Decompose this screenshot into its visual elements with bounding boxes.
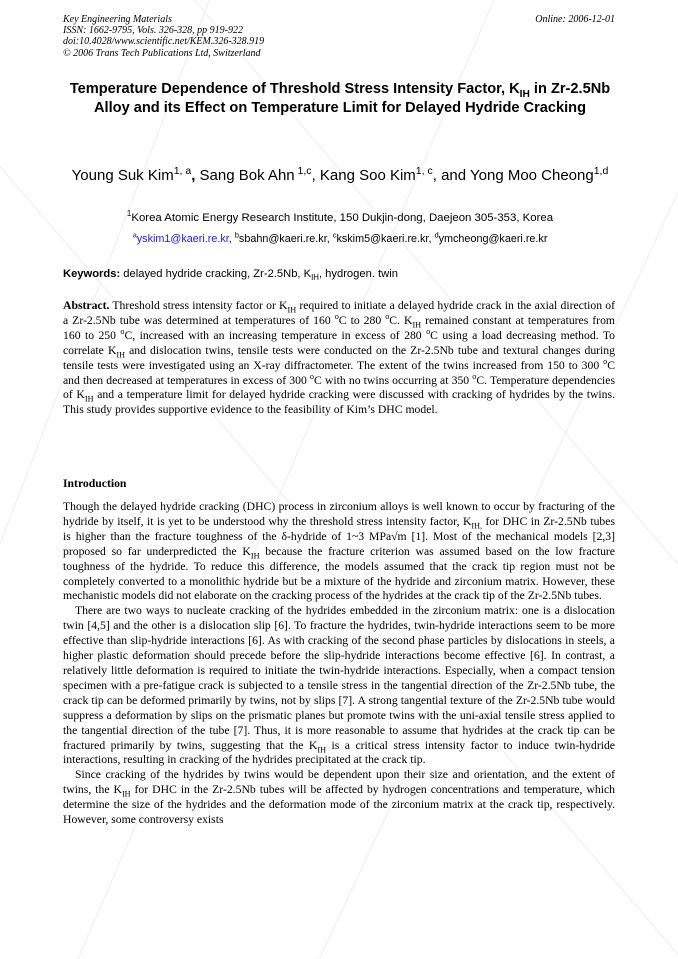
author-list: Young Suk Kim$^{1, a}$, Sang Bok Ahn $^{1,c}$, Kang Soo Kim$^{1, c}$, and Yong Moo Cheong$^{1,d}$ — [71, 165, 609, 184]
author-name: Kang Soo Kim — [319, 167, 416, 184]
journal-name: Key Engineering Materials — [63, 14, 172, 25]
affiliation: $^1$Korea Atomic Energy Research Institute, 150 Dukjin-dong, Daejeon 305-353, Korea — [126, 209, 554, 224]
email-text: kskim5@kaeri.re.kr — [336, 233, 429, 245]
paragraph: Though the delayed hydride cracking (DHC) process in zirconium alloys is well known to occur by fracturing of the hydride by itself, it is yet to be understood why the threshold stress intensity factor, $K_{IH,}$ for DHC in Zr-2.5Nb tubes is higher than the fracture toughness of the δ-hydride of 1~3 MPa√m [1]. Most of the mechanical models [2,3] proposed so far underpredicted the $K_{IH}$ because the fracture criterion was assumed based on the low fracture toughness of the hydride. To reduce this difference, the models assumed that the crack tip region must not be completely converted to a monolithic hydride but be a mixture of the hydride and zirconium matrix. However, these mechanistic models did not elaborate on the cracking process of the hydrides at the crack tip of the Zr-2.5Nb tubes. — [63, 500, 615, 603]
section-heading-introduction: Introduction — [63, 477, 127, 490]
keywords: Keywords: delayed hydride cracking, Zr-2.5Nb, $K_{IH}$, hydrogen. twin — [63, 268, 398, 283]
paragraph: There are two ways to nucleate cracking of the hydrides embedded in the zirconium matrix: one is a dislocation twin [4,5] and the other is a dislocation slip [6]. To fracture the hydrides, twin-hydride interactions seem to be more effective than slip-hydride interactions [6]. As with cracking of the second phase particles by dislocations in steels, a higher plastic deformation should precede before the slip-hydride interactions become effective [6]. In contrast, a relatively little deformation is required to initiate the twin-hydride interactions. Especially, when a compact tension specimen with a pre-fatigue crack is subjected to a tensile stress in the tangential direction of the Zr-2.5Nb tube, the crack tip can be deformed primarily by twins, not by slips [7]. A strong tangential texture of the Zr-2.5Nb tube would suppress a deformation by slips on the prismatic planes but promote twins with the uni-axial tensile stress applied to the tangential direction of the tube [7]. Thus, it is more reasonable to assume that hydrides at the crack tip can be fractured primarily by twins, suggesting that the $K_{IH}$ is a critical stress intensity factor to induce twin-hydride interactions, resulting in cracking of the hydrides precipitated at the crack tip. — [63, 604, 615, 767]
email-text: sbahn@kaeri.re.kr — [238, 233, 327, 245]
paper-title: Temperature Dependence of Threshold Stress Intensity Factor, $K_{IH}$ in Zr-2.5Nb Alloy and its Effect on Temperature Limit for Delayed Hydride Cracking — [69, 81, 611, 116]
author-emails: $^a$yskim1@kaeri.re.kr, $^b$sbahn@kaeri.re.kr, $^c$kskim5@kaeri.re.kr, $^d$ymcheong@kaeri.re.kr — [132, 230, 548, 245]
email-text: ymcheong@kaeri.re.kr — [438, 233, 548, 245]
author-name: Sang Bok Ahn — [199, 167, 295, 184]
introduction-body — [63, 500, 615, 828]
author-name: Young Suk Kim — [71, 167, 174, 184]
paragraph: Since cracking of the hydrides by twins would be dependent upon their size and orientation, and the extent of twins, the $K_{IH}$ for DHC in the Zr-2.5Nb tubes will be affected by hydrogen concentrations and temperature, which determine the size of the hydrides and the deformation mode of the zirconium matrix at the crack tip, respectively. However, some controversy exists — [63, 768, 615, 827]
journal-masthead — [63, 14, 615, 59]
doi-line: doi:10.4028/www.scientific.net/KEM.326-328.919 — [63, 36, 265, 48]
issn-line: ISSN: 1662-9795, Vols. 326-328, pp 919-922 — [63, 25, 243, 37]
abstract: Abstract. Threshold stress intensity factor or $K_{IH}$ required to initiate a delayed hydride crack in the axial direction of a Zr-2.5Nb tube was determined at temperatures of 160 $^o$C to 280 $^o$C. $K_{IH}$ remained constant at temperatures from 160 to 250 $^o$C, increased with an increasing temperature in excess of 280 $^o$C using a load decreasing method. To correlate $K_{IH}$ and dislocation twins, tensile tests were conducted on the Zr-2.5Nb tube and textural changes during tensile tests were investigated using an X-ray diffractometer. The extent of the twins increased from 150 to 300 $^o$C and then decreased at temperatures in excess of 300 $^o$C with no twins occurring at 350 $^o$C. Temperature dependencies of $K_{IH}$ and a temperature limit for delayed hydride cracking were discussed with cracking of hydrides by the twins. This study provides supportive evidence to the feasibility of Kim’s DHC model. — [63, 299, 616, 417]
online-date: Online: 2006-12-01 — [535, 14, 615, 25]
author-name: Yong Moo Cheong — [470, 167, 594, 184]
copyright-line: © 2006 Trans Tech Publications Ltd, Switzerland — [63, 47, 261, 59]
email-link[interactable]: yskim1@kaeri.re.kr — [136, 233, 229, 245]
